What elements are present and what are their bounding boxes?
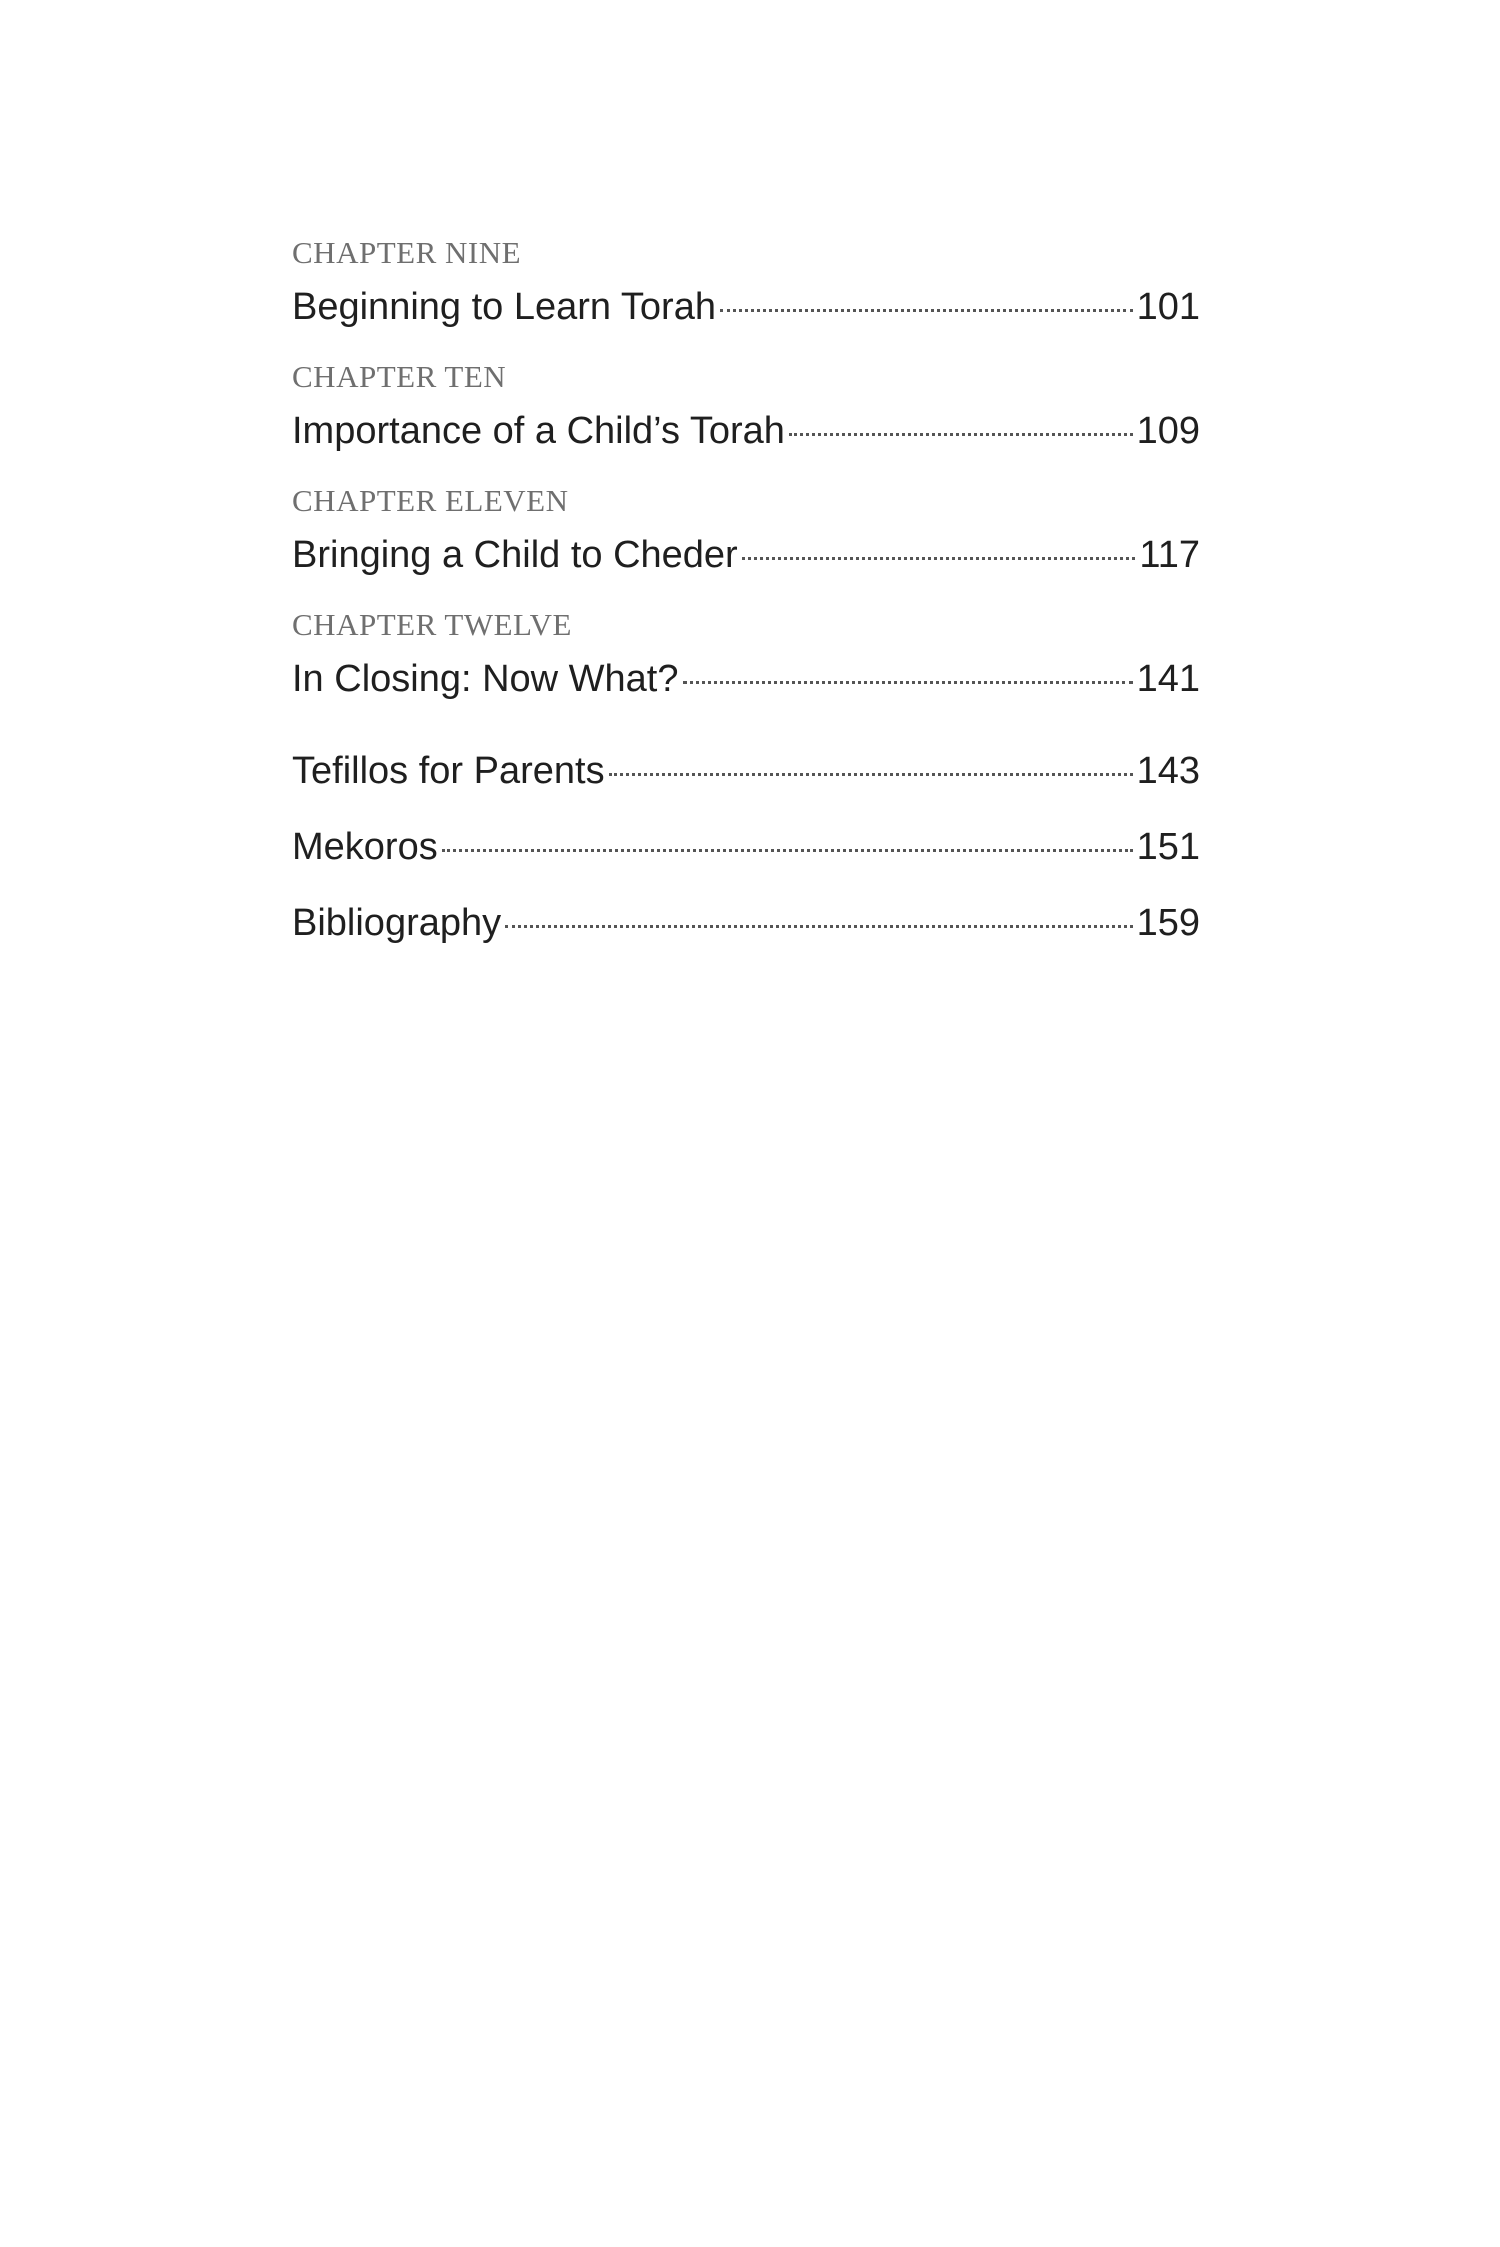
toc-entry-tefillos[interactable] (292, 745, 1200, 797)
page-number: 101 (1136, 286, 1200, 328)
entry-title: In Closing: Now What? (292, 658, 679, 700)
dot-leader (442, 849, 1133, 852)
page-number: 159 (1136, 902, 1200, 944)
entry-title: Bibliography (292, 902, 502, 944)
chapter-label: CHAPTER NINE (292, 235, 522, 270)
entry-title: Bringing a Child to Cheder (292, 534, 738, 576)
entry-title: Beginning to Learn Torah (292, 286, 716, 328)
page-number: 151 (1136, 826, 1200, 868)
chapter-label: CHAPTER TWELVE (292, 607, 572, 642)
entry-title: Tefillos for Parents (292, 750, 605, 792)
toc-entry[interactable] (292, 281, 1200, 333)
toc-chapter-ten (292, 357, 1200, 457)
page-number: 117 (1139, 534, 1200, 576)
back-matter (292, 745, 1200, 949)
dot-leader (505, 925, 1132, 928)
dot-leader (609, 773, 1133, 776)
dot-leader (683, 681, 1133, 684)
toc-chapter-eleven (292, 481, 1200, 581)
entry-title: Mekoros (292, 826, 438, 868)
table-of-contents (292, 233, 1200, 973)
toc-entry-mekoros[interactable] (292, 821, 1200, 873)
dot-leader (789, 433, 1133, 436)
chapter-label: CHAPTER ELEVEN (292, 483, 569, 518)
toc-entry[interactable] (292, 653, 1200, 705)
dot-leader (742, 557, 1136, 560)
toc-entry[interactable] (292, 529, 1200, 581)
page-number: 141 (1136, 658, 1200, 700)
entry-title: Importance of a Child’s Torah (292, 410, 785, 452)
toc-chapter-twelve (292, 605, 1200, 705)
page-number: 143 (1136, 750, 1200, 792)
toc-entry[interactable] (292, 405, 1200, 457)
dot-leader (720, 309, 1133, 312)
chapter-label: CHAPTER TEN (292, 359, 507, 394)
toc-entry-bibliography[interactable] (292, 897, 1200, 949)
toc-chapter-nine (292, 233, 1200, 333)
page-number: 109 (1136, 410, 1200, 452)
